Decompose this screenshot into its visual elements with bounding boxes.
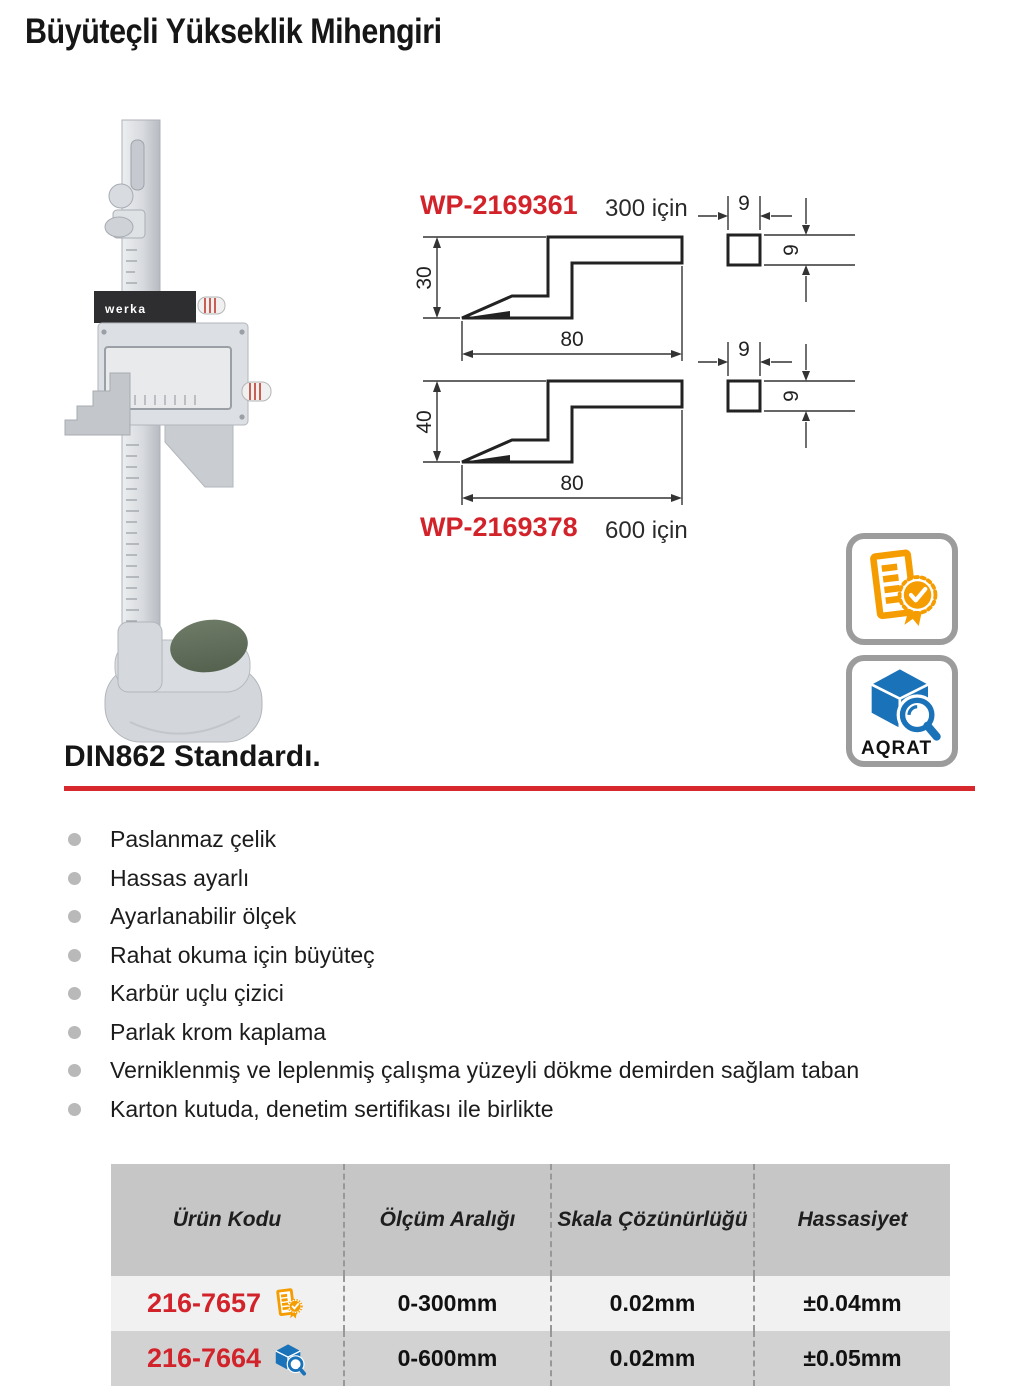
slider-nose [165,425,233,487]
feature-text: Karbür uçlu çizici [110,980,284,1006]
thumb-screw-upper [198,297,225,314]
cube-magnifier-icon [861,664,943,742]
drawing1-cross-section [698,192,855,302]
feature-item [64,865,1024,892]
feature-item [64,1019,1024,1046]
beam-slot [131,140,144,190]
drawing2-variant: 600 için [605,517,688,544]
standard-heading: DIN862 Standardı. [64,740,321,773]
drawing1-variant: 300 için [605,195,688,222]
feature-text: Hassas ayarlı [110,864,250,891]
spec-table [111,1164,950,1386]
resolution-cell: 0.02mm [552,1276,755,1331]
feature-text: Ayarlanabilir ölçek [110,903,297,929]
drawings-svg [400,178,870,548]
drawing1-width-dim: 80 [560,328,584,351]
drawing2-cross-section [698,338,855,448]
lock-knob-icon [105,217,133,237]
table-row [111,1276,950,1331]
bullet-icon [68,872,81,885]
drawing2-sq-height-dim: 9 [780,390,803,402]
certificate-badge [846,533,958,645]
feature-list [64,826,1024,1134]
bullet-icon [68,1103,81,1116]
bullet-icon [68,833,81,846]
drawing1-code: WP-2169361 [420,190,578,220]
cube-magnifier-icon [271,1342,307,1376]
bullet-icon [68,1064,81,1077]
accuracy-cell: ±0.05mm [803,1345,902,1371]
drawing2-width-dim: 80 [560,472,584,495]
thumb-screw-lower [242,382,271,401]
bullet-icon [68,987,81,1000]
range-cell: 0-300mm [345,1276,552,1331]
feature-item [64,980,1024,1007]
feature-item [64,942,1024,969]
certificate-icon [271,1287,307,1321]
product-code-cell [111,1276,345,1331]
base-riser [118,622,162,692]
page-title: Büyüteçli Yükseklik Mihengiri [25,12,442,51]
header-scale-resolution: Skala Çözünürlüğü [552,1164,755,1276]
product-code-cell [111,1331,345,1386]
aqrat-label: AQRAT [861,738,933,759]
feature-item [64,1057,1024,1084]
drawing1-sq-height-dim: 9 [780,244,803,256]
bullet-icon [68,949,81,962]
drawing2-height-dim: 40 [413,410,436,434]
red-divider [64,786,975,791]
product-code: 216-7664 [146,1343,262,1373]
feature-text: Paslanmaz çelik [110,826,277,852]
header-accuracy: Hassasiyet [797,1208,908,1232]
feature-text: Karton kutuda, denetim sertifikası ile birlikte [110,1095,554,1122]
feature-item [64,903,1024,930]
resolution-cell: 0.02mm [552,1331,755,1386]
drawing2-code: WP-2169378 [420,512,578,542]
header-measuring-range: Ölçüm Aralığı [345,1164,552,1276]
accuracy-cell: ±0.04mm [803,1290,902,1316]
range-cell: 0-600mm [345,1331,552,1386]
adjust-knob-icon [109,184,133,208]
feature-item [64,826,1024,853]
bullet-icon [68,1026,81,1039]
height-gauge-illustration [55,110,345,780]
table-header-row [111,1164,950,1276]
feature-item [64,1096,1024,1123]
feature-text: Verniklenmiş ve leplenmiş çalışma yüzeyli dökme demirden sağlam taban [110,1057,860,1083]
drawing2-sq-width-dim: 9 [738,338,750,361]
bullet-icon [68,910,81,923]
drawing1-height-dim: 30 [413,266,436,290]
certificate-icon [859,546,945,632]
brand-label: werka [105,302,147,316]
aqrat-badge [846,655,958,767]
drawing2-profile [413,381,682,505]
product-code: 216-7657 [146,1288,262,1318]
drawing1-profile [413,237,682,361]
feature-text: Parlak krom kaplama [110,1018,327,1045]
table-row [111,1331,950,1386]
technical-drawings [400,178,870,548]
product-photo [55,110,345,780]
header-product-code: Ürün Kodu [111,1164,345,1276]
feature-text: Rahat okuma için büyüteç [110,941,375,968]
drawing1-sq-width-dim: 9 [738,192,750,215]
